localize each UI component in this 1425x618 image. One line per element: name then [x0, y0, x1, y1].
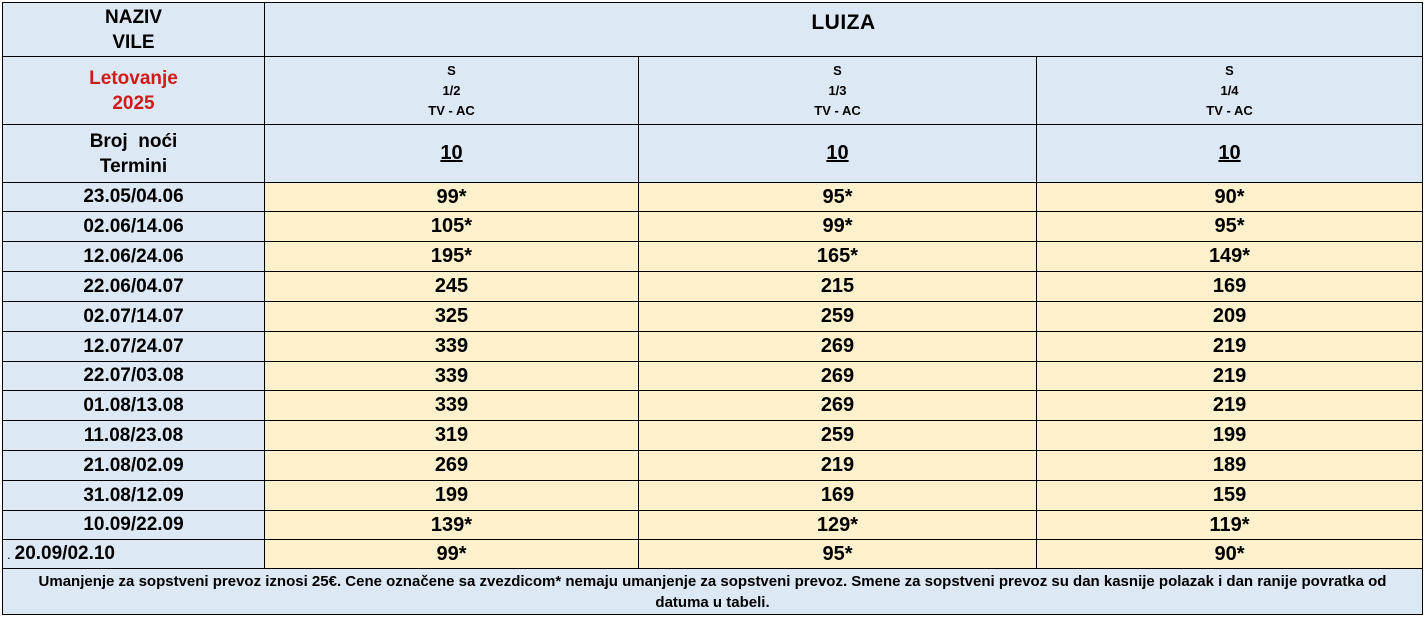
- room-type-cell: [639, 57, 1037, 125]
- footnote: Umanjenje za sopstveni prevoz iznosi 25€. Cene označene sa zvezdicom* nemaju umanjenje za sopstveni prevoz. Smene za sopstveni prevoz su dan kasnije polazak i dan ranije povratka od datuma u tabeli.: [3, 569, 1423, 615]
- price-cell: 219: [1037, 332, 1423, 362]
- table-row: [3, 511, 1423, 540]
- table-row: [3, 540, 1423, 569]
- price-cell: 339: [265, 391, 639, 421]
- date-cell: 10.09/22.09: [3, 511, 265, 540]
- date-cell-last: [3, 540, 265, 569]
- price-cell: 139*: [265, 511, 639, 540]
- date-cell: 22.07/03.08: [3, 362, 265, 391]
- table-row: [3, 391, 1423, 421]
- room-type-line3: TV - AC: [814, 102, 861, 118]
- date-cell: 01.08/13.08: [3, 391, 265, 421]
- date-value: 20.09/02.10: [14, 543, 115, 564]
- price-cell: 90*: [1037, 540, 1423, 569]
- price-cell: 219: [1037, 391, 1423, 421]
- price-cell: 219: [639, 451, 1037, 481]
- table-row: [3, 183, 1423, 212]
- footnote-row: [3, 569, 1423, 615]
- price-cell: 159: [1037, 481, 1423, 511]
- price-cell: 169: [1037, 272, 1423, 302]
- price-cell: 215: [639, 272, 1037, 302]
- price-cell: 219: [1037, 362, 1423, 391]
- date-cell: 21.08/02.09: [3, 451, 265, 481]
- price-cell: 325: [265, 302, 639, 332]
- price-cell: 195*: [265, 242, 639, 272]
- room-type-line2: 1/3: [828, 82, 847, 98]
- table-row: [3, 302, 1423, 332]
- price-cell: 119*: [1037, 511, 1423, 540]
- price-cell: 95*: [639, 540, 1037, 569]
- price-cell: 339: [265, 362, 639, 391]
- room-type-row: [3, 57, 1423, 125]
- price-cell: 269: [265, 451, 639, 481]
- price-cell: 189: [1037, 451, 1423, 481]
- price-cell: 95*: [639, 183, 1037, 212]
- price-cell: 339: [265, 332, 639, 362]
- date-cell: 12.07/24.07: [3, 332, 265, 362]
- date-cell: 02.06/14.06: [3, 212, 265, 242]
- price-cell: 99*: [639, 212, 1037, 242]
- price-cell: 169: [639, 481, 1037, 511]
- room-type-line1: S: [1225, 62, 1234, 78]
- table-row: [3, 212, 1423, 242]
- season-label: Letovanje: [89, 67, 178, 89]
- terms-label: Termini: [99, 155, 168, 177]
- price-cell: 199: [1037, 421, 1423, 451]
- price-cell: 99*: [265, 183, 639, 212]
- price-cell: 259: [639, 421, 1037, 451]
- table-row: [3, 451, 1423, 481]
- price-cell: 149*: [1037, 242, 1423, 272]
- price-cell: 269: [639, 391, 1037, 421]
- room-type-cell: [1037, 57, 1423, 125]
- room-type-cell: [265, 57, 639, 125]
- table-row: [3, 481, 1423, 511]
- villa-name-row: [3, 3, 1423, 57]
- price-cell: 269: [639, 362, 1037, 391]
- room-type-line2: 1/4: [1220, 82, 1239, 98]
- table-row: [3, 421, 1423, 451]
- nights-row: [3, 125, 1423, 183]
- room-type-line2: 1/2: [442, 82, 461, 98]
- price-cell: 105*: [265, 212, 639, 242]
- table-row: [3, 362, 1423, 391]
- price-cell: 259: [639, 302, 1037, 332]
- price-cell: 90*: [1037, 183, 1423, 212]
- villa-name-label-cell: [3, 3, 265, 57]
- price-cell: 165*: [639, 242, 1037, 272]
- price-cell: 95*: [1037, 212, 1423, 242]
- table-row: [3, 332, 1423, 362]
- room-type-line1: S: [833, 62, 842, 78]
- table-row: [3, 272, 1423, 302]
- date-cell: 22.06/04.07: [3, 272, 265, 302]
- date-cell: 31.08/12.09: [3, 481, 265, 511]
- price-table: [2, 2, 1423, 615]
- room-type-line1: S: [447, 62, 456, 78]
- room-type-line3: TV - AC: [428, 102, 475, 118]
- room-type-line3: TV - AC: [1206, 102, 1253, 118]
- nights-label-cell: [3, 125, 265, 183]
- villa-name: LUIZA: [265, 3, 1423, 57]
- price-cell: 245: [265, 272, 639, 302]
- row-lead-mark: .: [7, 547, 11, 562]
- price-cell: 129*: [639, 511, 1037, 540]
- season-cell: [3, 57, 265, 125]
- season-year: 2025: [112, 92, 155, 114]
- price-cell: 99*: [265, 540, 639, 569]
- date-cell: 12.06/24.06: [3, 242, 265, 272]
- price-cell: 269: [639, 332, 1037, 362]
- villa-name-label-line1: NAZIV: [105, 6, 162, 28]
- nights-value: 10: [1037, 125, 1423, 183]
- price-cell: 199: [265, 481, 639, 511]
- nights-label: Broj noći: [89, 130, 178, 152]
- nights-value: 10: [265, 125, 639, 183]
- price-cell: 319: [265, 421, 639, 451]
- nights-value: 10: [639, 125, 1037, 183]
- table-row: [3, 242, 1423, 272]
- price-cell: 209: [1037, 302, 1423, 332]
- villa-name-label-line2: VILE: [112, 31, 155, 53]
- date-cell: 23.05/04.06: [3, 183, 265, 212]
- date-cell: 11.08/23.08: [3, 421, 265, 451]
- date-cell: 02.07/14.07: [3, 302, 265, 332]
